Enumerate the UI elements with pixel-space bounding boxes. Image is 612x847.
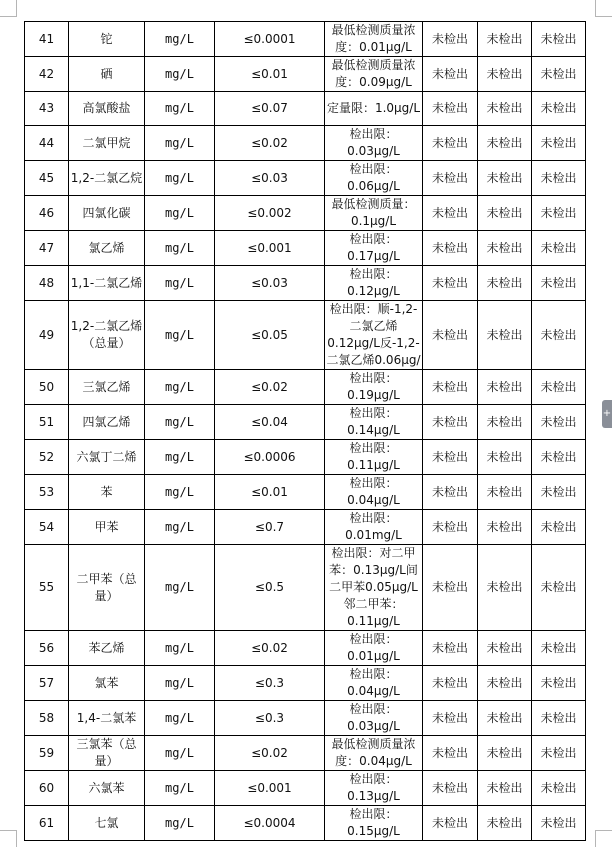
result-cell: 未检出 bbox=[532, 266, 586, 301]
detection-method: 检出限：0.11μg/L bbox=[325, 440, 423, 475]
item-unit: mg/L bbox=[145, 22, 215, 57]
item-unit: mg/L bbox=[145, 57, 215, 92]
table-row bbox=[25, 806, 586, 841]
result-cell: 未检出 bbox=[532, 666, 586, 701]
result-cell: 未检出 bbox=[532, 405, 586, 440]
result-cell: 未检出 bbox=[423, 231, 478, 266]
result-cell: 未检出 bbox=[478, 92, 532, 126]
table-row bbox=[25, 545, 586, 631]
row-number: 57 bbox=[25, 666, 69, 701]
result-cell: 未检出 bbox=[423, 22, 478, 57]
item-unit: mg/L bbox=[145, 701, 215, 736]
result-cell: 未检出 bbox=[478, 806, 532, 841]
item-name: 苯 bbox=[69, 475, 145, 510]
detection-method: 检出限：0.04μg/L bbox=[325, 475, 423, 510]
result-cell: 未检出 bbox=[478, 405, 532, 440]
result-cell: 未检出 bbox=[532, 126, 586, 161]
result-cell: 未检出 bbox=[478, 301, 532, 370]
limit-value: ≤0.002 bbox=[215, 196, 325, 231]
limit-value: ≤0.001 bbox=[215, 231, 325, 266]
limit-value: ≤0.0001 bbox=[215, 22, 325, 57]
detection-method: 最低检测质量浓度：0.04μg/L bbox=[325, 736, 423, 771]
item-name: 1,2-二氯乙烷 bbox=[69, 161, 145, 196]
result-cell: 未检出 bbox=[478, 370, 532, 405]
crop-mark-top-right bbox=[595, 0, 612, 17]
table-row bbox=[25, 126, 586, 161]
limit-value: ≤0.03 bbox=[215, 266, 325, 301]
detection-method: 检出限：0.15μg/L bbox=[325, 806, 423, 841]
side-panel-toggle[interactable]: + bbox=[602, 400, 612, 428]
result-cell: 未检出 bbox=[423, 771, 478, 806]
item-unit: mg/L bbox=[145, 370, 215, 405]
item-name: 三氯乙烯 bbox=[69, 370, 145, 405]
crop-mark-top-left bbox=[0, 0, 17, 17]
result-cell: 未检出 bbox=[532, 92, 586, 126]
item-name: 甲苯 bbox=[69, 510, 145, 545]
detection-method: 检出限：0.03μg/L bbox=[325, 126, 423, 161]
table-row bbox=[25, 92, 586, 126]
item-unit: mg/L bbox=[145, 771, 215, 806]
item-name: 铊 bbox=[69, 22, 145, 57]
result-cell: 未检出 bbox=[478, 701, 532, 736]
row-number: 50 bbox=[25, 370, 69, 405]
item-name: 苯乙烯 bbox=[69, 631, 145, 666]
limit-value: ≤0.001 bbox=[215, 771, 325, 806]
result-cell: 未检出 bbox=[478, 475, 532, 510]
item-name: 1,1-二氯乙烯 bbox=[69, 266, 145, 301]
table-row bbox=[25, 405, 586, 440]
result-cell: 未检出 bbox=[478, 57, 532, 92]
result-cell: 未检出 bbox=[423, 806, 478, 841]
limit-value: ≤0.02 bbox=[215, 370, 325, 405]
detection-method: 最低检测质量浓度：0.09μg/L bbox=[325, 57, 423, 92]
result-cell: 未检出 bbox=[423, 701, 478, 736]
result-cell: 未检出 bbox=[478, 666, 532, 701]
table-row bbox=[25, 666, 586, 701]
result-cell: 未检出 bbox=[423, 301, 478, 370]
detection-method: 检出限：0.04μg/L bbox=[325, 666, 423, 701]
limit-value: ≤0.05 bbox=[215, 301, 325, 370]
item-unit: mg/L bbox=[145, 666, 215, 701]
result-cell: 未检出 bbox=[478, 510, 532, 545]
table-row bbox=[25, 736, 586, 771]
item-name: 1,4-二氯苯 bbox=[69, 701, 145, 736]
row-number: 53 bbox=[25, 475, 69, 510]
item-unit: mg/L bbox=[145, 510, 215, 545]
table-row bbox=[25, 631, 586, 666]
result-cell: 未检出 bbox=[423, 126, 478, 161]
row-number: 55 bbox=[25, 545, 69, 631]
item-unit: mg/L bbox=[145, 405, 215, 440]
row-number: 52 bbox=[25, 440, 69, 475]
item-unit: mg/L bbox=[145, 631, 215, 666]
item-name: 1,2-二氯乙烯（总量） bbox=[69, 301, 145, 370]
row-number: 58 bbox=[25, 701, 69, 736]
result-cell: 未检出 bbox=[532, 545, 586, 631]
result-cell: 未检出 bbox=[478, 161, 532, 196]
row-number: 61 bbox=[25, 806, 69, 841]
result-cell: 未检出 bbox=[478, 22, 532, 57]
result-cell: 未检出 bbox=[532, 475, 586, 510]
item-name: 高氯酸盐 bbox=[69, 92, 145, 126]
result-cell: 未检出 bbox=[423, 440, 478, 475]
result-cell: 未检出 bbox=[532, 736, 586, 771]
table-row bbox=[25, 22, 586, 57]
detection-method: 检出限：0.06μg/L bbox=[325, 161, 423, 196]
table-row bbox=[25, 475, 586, 510]
item-unit: mg/L bbox=[145, 161, 215, 196]
result-cell: 未检出 bbox=[423, 736, 478, 771]
row-number: 45 bbox=[25, 161, 69, 196]
result-cell: 未检出 bbox=[532, 631, 586, 666]
item-name: 氯乙烯 bbox=[69, 231, 145, 266]
result-cell: 未检出 bbox=[532, 806, 586, 841]
table-row bbox=[25, 57, 586, 92]
table-row bbox=[25, 231, 586, 266]
item-name: 四氯化碳 bbox=[69, 196, 145, 231]
detection-method: 检出限：0.03μg/L bbox=[325, 701, 423, 736]
limit-value: ≤0.3 bbox=[215, 666, 325, 701]
item-name: 硒 bbox=[69, 57, 145, 92]
detection-method: 最低检测质量浓度：0.01μg/L bbox=[325, 22, 423, 57]
item-unit: mg/L bbox=[145, 231, 215, 266]
detection-method: 检出限：0.13μg/L bbox=[325, 771, 423, 806]
limit-value: ≤0.0006 bbox=[215, 440, 325, 475]
detection-method: 检出限：0.01μg/L bbox=[325, 631, 423, 666]
result-cell: 未检出 bbox=[478, 196, 532, 231]
item-name: 六氯丁二烯 bbox=[69, 440, 145, 475]
result-cell: 未检出 bbox=[423, 370, 478, 405]
result-cell: 未检出 bbox=[478, 126, 532, 161]
table-row bbox=[25, 701, 586, 736]
detection-method: 检出限：0.12μg/L bbox=[325, 266, 423, 301]
limit-value: ≤0.5 bbox=[215, 545, 325, 631]
crop-mark-bottom-right bbox=[595, 830, 612, 847]
row-number: 47 bbox=[25, 231, 69, 266]
item-name: 二氯甲烷 bbox=[69, 126, 145, 161]
result-cell: 未检出 bbox=[478, 736, 532, 771]
detection-method: 检出限：0.01mg/L bbox=[325, 510, 423, 545]
table-row bbox=[25, 161, 586, 196]
limit-value: ≤0.02 bbox=[215, 736, 325, 771]
item-name: 四氯乙烯 bbox=[69, 405, 145, 440]
result-cell: 未检出 bbox=[532, 440, 586, 475]
limit-value: ≤0.01 bbox=[215, 475, 325, 510]
result-cell: 未检出 bbox=[478, 545, 532, 631]
result-cell: 未检出 bbox=[532, 771, 586, 806]
item-unit: mg/L bbox=[145, 92, 215, 126]
detection-method: 检出限：0.14μg/L bbox=[325, 405, 423, 440]
result-cell: 未检出 bbox=[532, 22, 586, 57]
limit-value: ≤0.7 bbox=[215, 510, 325, 545]
limit-value: ≤0.01 bbox=[215, 57, 325, 92]
row-number: 60 bbox=[25, 771, 69, 806]
row-number: 41 bbox=[25, 22, 69, 57]
table-row bbox=[25, 370, 586, 405]
result-cell: 未检出 bbox=[478, 266, 532, 301]
table-row bbox=[25, 196, 586, 231]
table-row bbox=[25, 301, 586, 370]
limit-value: ≤0.3 bbox=[215, 701, 325, 736]
result-cell: 未检出 bbox=[423, 92, 478, 126]
item-name: 二甲苯（总量） bbox=[69, 545, 145, 631]
table-body bbox=[25, 22, 586, 841]
item-name: 七氯 bbox=[69, 806, 145, 841]
water-quality-table bbox=[24, 21, 586, 841]
result-cell: 未检出 bbox=[423, 196, 478, 231]
row-number: 51 bbox=[25, 405, 69, 440]
result-cell: 未检出 bbox=[423, 475, 478, 510]
row-number: 44 bbox=[25, 126, 69, 161]
limit-value: ≤0.02 bbox=[215, 126, 325, 161]
item-name: 六氯苯 bbox=[69, 771, 145, 806]
item-unit: mg/L bbox=[145, 736, 215, 771]
row-number: 56 bbox=[25, 631, 69, 666]
item-name: 三氯苯（总量） bbox=[69, 736, 145, 771]
row-number: 43 bbox=[25, 92, 69, 126]
row-number: 46 bbox=[25, 196, 69, 231]
result-cell: 未检出 bbox=[423, 161, 478, 196]
result-cell: 未检出 bbox=[532, 510, 586, 545]
result-cell: 未检出 bbox=[478, 771, 532, 806]
item-unit: mg/L bbox=[145, 806, 215, 841]
row-number: 48 bbox=[25, 266, 69, 301]
result-cell: 未检出 bbox=[478, 631, 532, 666]
result-cell: 未检出 bbox=[532, 161, 586, 196]
result-cell: 未检出 bbox=[423, 510, 478, 545]
result-cell: 未检出 bbox=[532, 196, 586, 231]
detection-method: 检出限：顺-1,2-二氯乙烯0.12μg/L反-1,2-二氯乙烯0.06μg/ bbox=[325, 301, 423, 370]
detection-method: 检出限：0.17μg/L bbox=[325, 231, 423, 266]
item-unit: mg/L bbox=[145, 545, 215, 631]
item-unit: mg/L bbox=[145, 196, 215, 231]
result-cell: 未检出 bbox=[423, 545, 478, 631]
row-number: 42 bbox=[25, 57, 69, 92]
item-unit: mg/L bbox=[145, 440, 215, 475]
crop-mark-bottom-left bbox=[0, 830, 17, 847]
table-row bbox=[25, 440, 586, 475]
limit-value: ≤0.04 bbox=[215, 405, 325, 440]
limit-value: ≤0.0004 bbox=[215, 806, 325, 841]
item-unit: mg/L bbox=[145, 126, 215, 161]
item-unit: mg/L bbox=[145, 475, 215, 510]
result-cell: 未检出 bbox=[423, 631, 478, 666]
detection-method: 检出限：对二甲苯：0.13μg/L间二甲苯0.05μg/L邻二甲苯：0.11μg/L bbox=[325, 545, 423, 631]
result-cell: 未检出 bbox=[532, 370, 586, 405]
detection-method: 检出限：0.19μg/L bbox=[325, 370, 423, 405]
table-row bbox=[25, 510, 586, 545]
row-number: 54 bbox=[25, 510, 69, 545]
row-number: 49 bbox=[25, 301, 69, 370]
result-cell: 未检出 bbox=[423, 405, 478, 440]
table-row bbox=[25, 266, 586, 301]
item-unit: mg/L bbox=[145, 266, 215, 301]
result-cell: 未检出 bbox=[478, 440, 532, 475]
result-cell: 未检出 bbox=[532, 231, 586, 266]
limit-value: ≤0.07 bbox=[215, 92, 325, 126]
result-cell: 未检出 bbox=[532, 57, 586, 92]
result-cell: 未检出 bbox=[532, 701, 586, 736]
limit-value: ≤0.03 bbox=[215, 161, 325, 196]
result-cell: 未检出 bbox=[423, 266, 478, 301]
result-cell: 未检出 bbox=[423, 57, 478, 92]
limit-value: ≤0.02 bbox=[215, 631, 325, 666]
result-cell: 未检出 bbox=[423, 666, 478, 701]
row-number: 59 bbox=[25, 736, 69, 771]
item-unit: mg/L bbox=[145, 301, 215, 370]
detection-method: 定量限：1.0μg/L bbox=[325, 92, 423, 126]
result-cell: 未检出 bbox=[478, 231, 532, 266]
table-row bbox=[25, 771, 586, 806]
result-cell: 未检出 bbox=[532, 301, 586, 370]
detection-method: 最低检测质量：0.1μg/L bbox=[325, 196, 423, 231]
item-name: 氯苯 bbox=[69, 666, 145, 701]
